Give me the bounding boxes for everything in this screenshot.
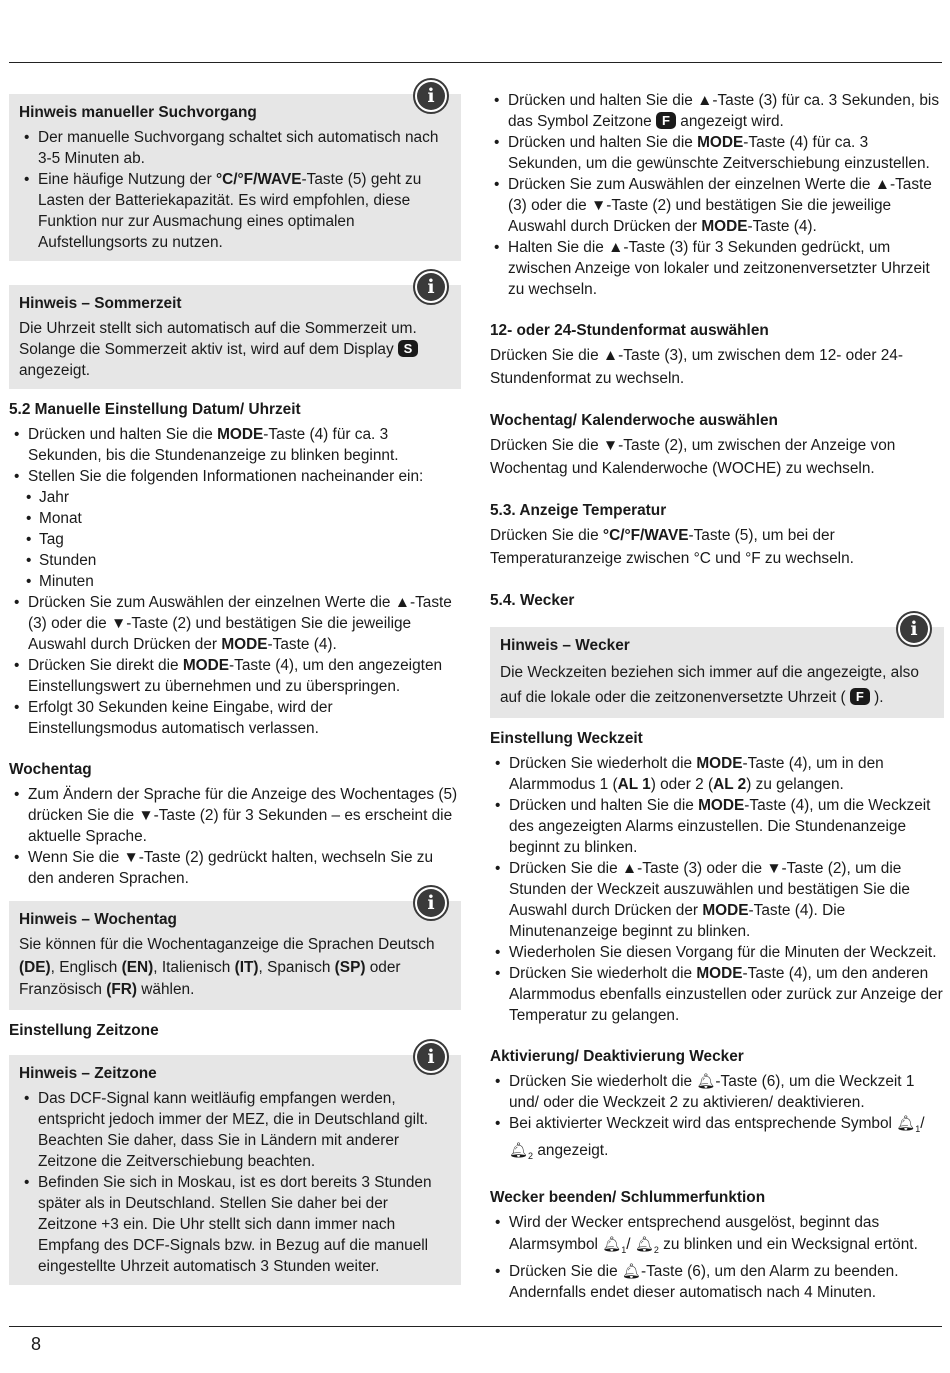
info-icon: i xyxy=(896,611,932,647)
text: / xyxy=(920,1115,925,1132)
list-item xyxy=(9,466,461,592)
section-heading: Einstellung Zeitzone xyxy=(9,1021,159,1039)
alarm-label: AL 1 xyxy=(617,776,651,793)
section-list xyxy=(490,1071,944,1167)
note-timezone xyxy=(9,1045,461,1285)
key-label: MODE xyxy=(696,965,743,982)
section-heading: 5.4. Wecker xyxy=(490,592,575,609)
list-item: • Halten Sie die ▲-Taste (3) für 3 Sekunden gedrückt, um zwischen Anzeige von lokaler und zeitzonenversetzter Uhrzeit zu wechseln. xyxy=(489,237,944,300)
list-item xyxy=(490,1261,944,1303)
text: angezeigt. xyxy=(19,362,91,379)
list-item xyxy=(490,1113,944,1167)
list-item: • Der manuelle Suchvorgang schaltet sich automatisch nach 3-5 Minuten ab. xyxy=(19,127,451,169)
list-item: • Wenn Sie die ▼-Taste (2) gedrückt halten, wechseln Sie zu den anderen Sprachen. xyxy=(9,847,461,889)
note-title: Hinweis – Wecker xyxy=(500,637,630,654)
alarm-2-icon: 🔔︎ xyxy=(634,1236,654,1254)
note-title: Hinweis – Zeitzone xyxy=(19,1064,157,1082)
key-label: MODE xyxy=(697,134,744,151)
alarm-label: AL 2 xyxy=(713,776,747,793)
list-item xyxy=(490,753,944,795)
key-label: MODE xyxy=(696,755,743,772)
text: Drücken Sie die xyxy=(490,527,603,544)
list-item: • Erfolgt 30 Sekunden keine Eingabe, wird der Einstellungsmodus automatisch verlassen. xyxy=(9,697,461,739)
key-label: MODE xyxy=(182,657,230,674)
section-text: Drücken Sie die ▲-Taste (3), um zwischen dem 12- oder 24-Stundenformat zu wechseln. xyxy=(490,347,903,387)
text: -Taste (5), um bei der Temperaturanzeige zwischen °C und °F zu wechseln. xyxy=(490,527,854,567)
section-heading: Wochentag/ Kalenderwoche auswählen xyxy=(490,412,778,429)
text: Drücken Sie zum Auswählen der einzelnen Werte die ▲-Taste (3) oder die ▼-Taste (2) und bestätigen Sie die jeweilige Auswahl durch Drücken der xyxy=(28,594,452,653)
note-summer-time xyxy=(9,276,461,389)
text: Drücken Sie wiederholt die xyxy=(509,1073,697,1090)
text: Drücken und halten Sie die ▲-Taste (3) für ca. 3 Sekunden, bis das Symbol Zeitzone xyxy=(508,92,940,130)
section-heading: Wecker beenden/ Schlummerfunktion xyxy=(490,1189,766,1207)
section-text xyxy=(490,525,944,570)
text: -Taste (6), um die Weckzeit 1 und/ oder die Weckzeit 2 zu aktivieren/ deaktivieren. xyxy=(509,1073,915,1111)
text: -Taste (4) für ca. 3 Sekunden, bis die Stundenanzeige zu blinken beginnt. xyxy=(28,426,399,464)
text: Bei aktivierter Weckzeit wird das entsprechende Symbol xyxy=(509,1115,897,1132)
list-item xyxy=(489,90,944,132)
info-icon: i xyxy=(413,885,449,921)
list-item xyxy=(489,174,944,237)
note-text xyxy=(19,318,451,381)
info-icon: i xyxy=(413,1039,449,1075)
summer-time-symbol: S xyxy=(398,340,418,357)
section-heading: 5.2 Manuelle Einstellung Datum/ Uhrzeit xyxy=(9,401,301,418)
alarm-2-index: 2 xyxy=(528,1151,534,1162)
key-label: MODE xyxy=(701,218,748,235)
section-list xyxy=(9,784,461,889)
sub-item: • Monat xyxy=(9,508,461,529)
lang-code: (EN) xyxy=(121,958,154,976)
timezone-symbol: F xyxy=(850,688,870,705)
section-heading: Aktivierung/ Deaktivierung Wecker xyxy=(490,1048,744,1065)
section-text: Drücken Sie die ▼-Taste (2), um zwischen der Anzeige von Wochentag und Kalenderwoche (WOCHE) zu wechseln. xyxy=(490,437,896,477)
right-column xyxy=(490,90,944,1303)
text: ) zu gelangen. xyxy=(746,776,844,793)
list-item: • Befinden Sie sich in Moskau, ist es dort bereits 3 Stunden später als in Deutschland. Stellen Sie daher bei der Zeitzone +3 ein. Die Uhr stellt sich dann immer nach Empfang des DCF-Signals bzw. in Bezug auf die manuell eingestellte Uhrzeit automatisch 3 Stunden weiter. xyxy=(19,1172,451,1277)
key-label: MODE xyxy=(217,426,264,443)
note-alarm xyxy=(490,618,944,718)
text: Sie können für die Wochentaganzeige die Sprachen Deutsch xyxy=(19,936,435,953)
info-icon: i xyxy=(413,78,449,114)
text: oder Französisch xyxy=(19,958,401,998)
note-title: Hinweis – Wochentag xyxy=(19,911,177,928)
list-item: • Wiederholen Sie diesen Vorgang für die Minuten der Weckzeit. xyxy=(490,942,944,963)
page-number: 8 xyxy=(31,1334,42,1354)
top-rule xyxy=(9,62,942,63)
alarm-1-icon: 🔔︎ xyxy=(896,1115,916,1132)
list-item xyxy=(9,592,461,655)
note-list xyxy=(19,1088,451,1277)
list-item: • Zum Ändern der Sprache für die Anzeige des Wochentages (5) drücken Sie die ▼-Taste (2) für 3 Sekunden – es erscheint die aktuelle Sprache. xyxy=(9,784,461,847)
sub-item: • Minuten xyxy=(9,571,461,592)
section-list xyxy=(490,1212,944,1303)
text: -Taste (4), um in den Alarmmodus 1 ( xyxy=(509,755,884,793)
key-label: MODE xyxy=(221,636,268,653)
key-label: °C/°F/WAVE xyxy=(602,527,689,544)
text: Drücken Sie wiederholt die xyxy=(509,755,697,772)
lang-code: (SP) xyxy=(334,958,366,976)
text: Drücken Sie wiederholt die xyxy=(509,965,697,982)
text: Drücken Sie zum Auswählen der einzelnen Werte die ▲-Taste (3) oder die ▼-Taste (2) und bestätigen Sie die jeweilige Auswahl durch Drücken der xyxy=(508,176,932,235)
text: -Taste (4). xyxy=(747,218,817,235)
list-item xyxy=(490,1071,944,1113)
text: Wird der Wecker entsprechend ausgelöst, beginnt das Alarmsymbol xyxy=(509,1214,880,1254)
list-item xyxy=(490,1212,944,1261)
text: Drücken und halten Sie die xyxy=(28,426,218,443)
key-label: °C/°F/WAVE xyxy=(215,171,302,188)
note-text xyxy=(19,934,451,1002)
text: Eine häufige Nutzung der xyxy=(38,171,216,188)
text: ). xyxy=(869,689,884,706)
text: angezeigt wird. xyxy=(676,113,784,130)
section-list xyxy=(490,753,944,1026)
text: -Taste (4). xyxy=(267,636,337,653)
section-list xyxy=(9,424,461,739)
lang-code: (IT) xyxy=(234,958,259,976)
sub-item: • Jahr xyxy=(9,487,461,508)
alarm-bell-icon: 🔔︎ xyxy=(621,1263,641,1281)
note-list xyxy=(19,127,451,253)
bottom-rule xyxy=(9,1326,942,1327)
list-item xyxy=(490,858,944,942)
text: -Taste (5) geht zu Lasten der Batteriekapazität. Es wird empfohlen, diese Funktion nur zur Ausmachung eines optimalen Aufstellungsorts zu nutzen. xyxy=(38,171,422,251)
sub-list xyxy=(9,487,461,592)
section-heading: Einstellung Weckzeit xyxy=(490,730,643,747)
alarm-bell-icon: 🔔︎ xyxy=(696,1073,716,1090)
text: Drücken und halten Sie die xyxy=(509,797,699,814)
text: Drücken Sie direkt die xyxy=(28,657,183,674)
text: Stellen Sie die folgenden Informationen nacheinander ein: xyxy=(28,468,424,485)
text: Drücken Sie die xyxy=(509,1263,622,1281)
text: , Spanisch xyxy=(258,958,335,976)
list-item xyxy=(489,132,944,174)
list-item xyxy=(9,424,461,466)
text: zu blinken und ein Wecksignal ertönt. xyxy=(658,1236,918,1254)
key-label: MODE xyxy=(698,797,745,814)
text: wählen. xyxy=(137,981,195,998)
text: -Taste (4). Die Minutenanzeige beginnt zu blinken. xyxy=(509,902,846,940)
text: , Italienisch xyxy=(153,958,235,976)
timezone-symbol: F xyxy=(656,112,676,129)
note-title: Hinweis – Sommerzeit xyxy=(19,295,182,312)
list-item xyxy=(9,655,461,697)
list-item xyxy=(490,795,944,858)
info-icon: i xyxy=(413,269,449,305)
alarm-2-icon: 🔔︎ xyxy=(509,1142,529,1160)
section-heading: Wochentag xyxy=(9,761,92,778)
text: angezeigt. xyxy=(533,1142,609,1160)
timezone-steps xyxy=(489,90,944,300)
alarm-2-index: 2 xyxy=(653,1245,659,1256)
text: -Taste (4), um den angezeigten Einstellungswert zu übernehmen und zu überspringen. xyxy=(28,657,443,695)
list-item: • Das DCF-Signal kann weitläufig empfangen werden, entspricht jedoch immer der MEZ, die in Deutschland gilt. Beachten Sie daher, dass Sie in Ländern mit anderer Zeitzone die Zeitverschiebung beachten. xyxy=(19,1088,451,1172)
note-text xyxy=(500,660,934,710)
text: -Taste (6), um den Alarm zu beenden. Andernfalls endet dieser automatisch nach 4 Minuten. xyxy=(509,1263,899,1302)
left-column xyxy=(9,80,461,1297)
text: Drücken und halten Sie die xyxy=(508,134,698,151)
text: Drücken Sie die ▲-Taste (3) oder die ▼-Taste (2), um die Stunden der Weckzeit auszuwählen und bestätigen Sie die Auswahl durch Drücken der xyxy=(509,860,910,919)
note-manual-search xyxy=(9,85,461,261)
section-heading: 5.3. Anzeige Temperatur xyxy=(490,502,667,519)
list-item xyxy=(19,169,451,253)
list-item xyxy=(490,963,944,1026)
text: Die Uhrzeit stellt sich automatisch auf die Sommerzeit um. Solange die Sommerzeit aktiv ist, wird auf dem Display xyxy=(19,320,417,358)
alarm-1-index: 1 xyxy=(915,1124,921,1135)
sub-item: • Stunden xyxy=(9,550,461,571)
text: / xyxy=(626,1236,635,1254)
text: ) oder 2 ( xyxy=(650,776,714,793)
note-title: Hinweis manueller Suchvorgang xyxy=(19,104,257,121)
alarm-1-index: 1 xyxy=(621,1245,627,1256)
section-heading: 12- oder 24-Stundenformat auswählen xyxy=(490,322,769,339)
key-label: MODE xyxy=(702,902,749,919)
alarm-1-icon: 🔔︎ xyxy=(602,1236,622,1254)
lang-code: (FR) xyxy=(106,981,138,998)
sub-item: • Tag xyxy=(9,529,461,550)
text: Die Weckzeiten beziehen sich immer auf die angezeigte, also auf die lokale oder die zeitzonenversetzte Uhrzeit ( xyxy=(500,664,919,706)
text: -Taste (4), um die Weckzeit des angezeigten Alarms einzustellen. Die Stundenanzeige beginnt zu blinken. xyxy=(509,797,931,856)
text: , Englisch xyxy=(50,958,122,976)
text: -Taste (4) für ca. 3 Sekunden, um die gewünschte Zeitverschiebung einzustellen. xyxy=(508,134,930,172)
lang-code: (DE) xyxy=(19,958,51,976)
text: -Taste (4), um den anderen Alarmmodus ebenfalls einzustellen oder zurück zur Anzeige der Temperatur zu gelangen. xyxy=(509,965,943,1024)
note-weekday xyxy=(9,892,461,1010)
